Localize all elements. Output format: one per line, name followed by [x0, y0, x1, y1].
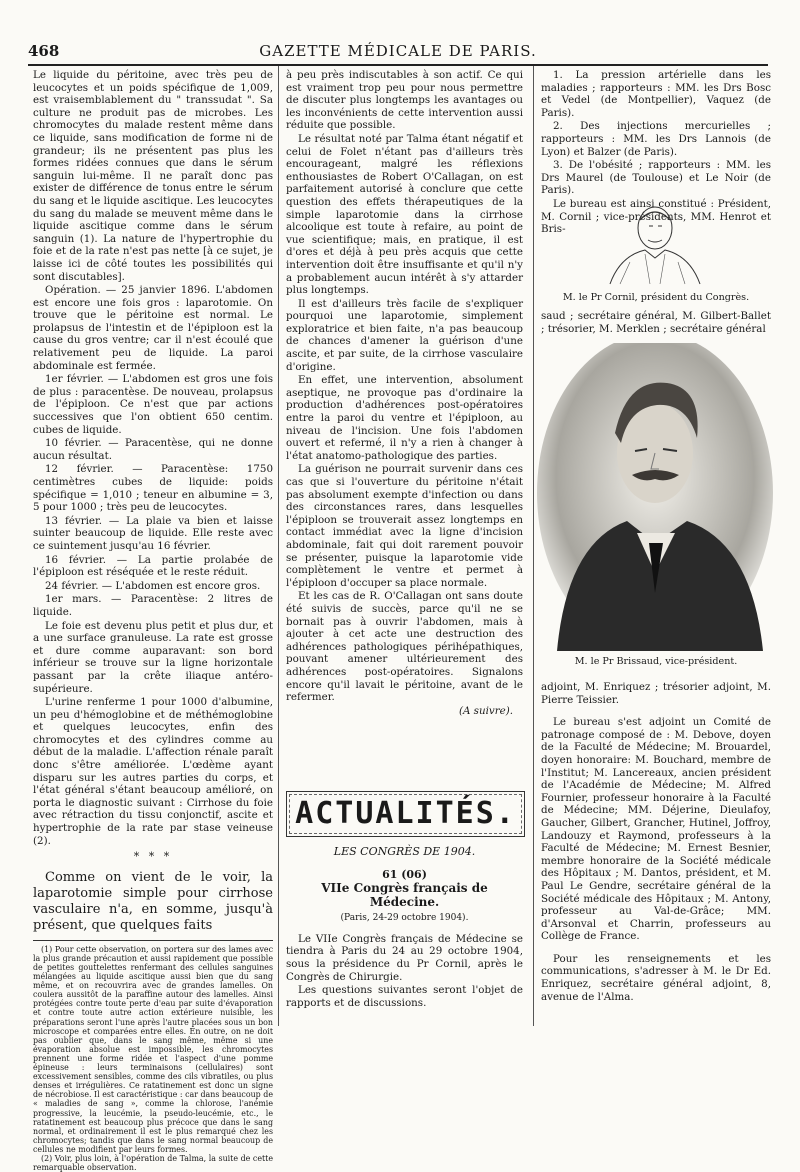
paragraph: En effet, une intervention, absolument aseptique, ne provoque pas d'ordinaire la production d'adhérences post-opératoires entre la paroi du ventre et l'épiploon, au niveau de l'incision. Une fois l'abdomen ouvert et refermé, il n'y a rien à changer à l'état anatomo-pathologique des parties. [286, 374, 523, 462]
column-3-mid [541, 310, 771, 336]
paragraph: Il est d'ailleurs très facile de s'expliquer pourquoi une laparotomie, simplement exploratrice et bien faite, n'a pas beaucoup de chances d'amener la guérison d'une ascite, et par suite, de la cirrhose vasculaire d'origine. [286, 297, 523, 373]
bureau-text: Le bureau est ainsi constitué : Président, M. Cornil ; vice-présidents, MM. Henrot et Bris- [541, 197, 771, 236]
footnote-1: (1) Pour cette observation, on portera sur des lames avec la plus grande précaution et aussi rapidement que possible de petites gouttelettes renfermant des cellules sanguines mélangées au liquide ascitique aussi bien que du sang même, et on recouvrira avec de grandes lamelles. On coulera aussitôt de la paraffine autour des lamelles. Ainsi protégées contre toute perte d'eau par suite d'évaporation et contre toute autre action extérieure nuisible, les préparations seront l'une après l'autre placées sous un bon microscope et comparées entre elles. En outre, on ne doit pas oublier que, dans le sang même, même si une évaporation absolue est impossible, les chromocytes prennent une forme ridée et l'aspect d'une pomme épineuse : leurs terminaisons (cellulaires) sont excessivement sensibles, comme des cils vibratiles, ou plus denses et irrégulières. Ce ratatinement est donc un signe de nécrobiose. Il est caractéristique : car dans beaucoup de « maladies de sang », comme la chlorose, l'anémie progressive, la leucémie, la pseudo-leucémie, etc., le ratatinement est beaucoup plus précoce que dans le sang normal, et ordinairement il est le plus remarqué chez les chromocytes; tandis que dans le sang normal beaucoup de cellules ne modifient par leurs formes. [33, 944, 273, 1154]
column-2-top [286, 69, 523, 717]
paragraph: Pour les renseignements et les communications, s'adresser à M. le Dr Ed. Enriquez, secrétaire général adjoint, 8, avenue de l'Alma. [541, 952, 771, 1003]
congress-dates: (Paris, 24-29 octobre 1904). [340, 913, 469, 924]
paragraph: 13 février. — La plaie va bien et laisse suinter beaucoup de liquide. Elle reste avec ce suintement jusqu'au 16 février. [33, 514, 273, 552]
paragraph: L'urine renferme 1 pour 1000 d'albumine, un peu d'hémoglobine et de méthémoglobine et quelques leucocytes, enfin des chromocytes et des cylindres comme au début de la maladie. L'affection rénale paraît donc s'être améliorée. L'œdème ayant disparu sur les autres parties du corps, et l'état général s'étant beaucoup amélioré, on porta le diagnostic suivant : Cirrhose du foie avec rétraction du tissu conjonctif, ascite et hypertrophie de la rate par stase veineuse (2). [33, 696, 273, 847]
paragraph: 1er février. — L'abdomen est gros une fois de plus : paracentèse. De nouveau, prolapsus de l'épiploon. Ce n'est que par actions successives que l'on obtient 650 centim. cubes de liquide. [33, 373, 273, 436]
congress-title: VIIe Congrès français de Médecine. [321, 881, 488, 910]
section-stars: * * * [133, 850, 173, 864]
portrait-cornil [600, 196, 710, 286]
question-2: 2. Des injections mercurielles ; rapporteurs : MM. les Drs Lannois (de Lyon) et Balzer (de Paris). [541, 120, 771, 158]
paragraph: 1er mars. — Paracentèse: 2 litres de liquide. [33, 593, 273, 618]
header-rule [28, 64, 768, 66]
paragraph: Opération. — 25 janvier 1896. L'abdomen est encore une fois gros : laparotomie. On trouve que le péritoine est normal. Le prolapsus de l'intestin et de l'épiploon est la cause du gros ventre; car il n'est écoulé que relativement peu de liquide. La paroi abdominale est fermée. [33, 284, 273, 372]
paragraph: Le foie est devenu plus petit et plus dur, et a une surface granuleuse. La rate est grosse et dure comme auparavant: son bord inférieur se trouve sur la ligne horizontale passant par la crête iliaque antéro-supérieure. [33, 619, 273, 695]
congres-heading: LES CONGRÈS DE 1904. [333, 845, 476, 858]
column-3-bottom [541, 681, 771, 1004]
paragraph: Et les cas de R. O'Callagan ont sans doute été suivis de succès, parce qu'il ne se bornait pas à ouvrir l'abdomen, mais à ajouter à cet acte une destruction des adhérences pathologiques périhépathiques, pouvant amener ultérieurement des adhérences post-opératoires. Signalons encore qu'il lavait le péritoine, avant de le refermer. [286, 590, 523, 704]
journal-title: GAZETTE MÉDICALE DE PARIS. [259, 42, 537, 60]
column-divider-2 [533, 66, 534, 1026]
column-divider-1 [278, 66, 279, 1026]
actualites-banner [286, 791, 525, 837]
paragraph: Le VIIe Congrès français de Médecine se tiendra à Paris du 24 au 29 octobre 1904, sous la présidence du Pr Cornil, après le Congrès de Chirurgie. [286, 932, 523, 983]
paragraph: 10 février. — Paracentèse, qui ne donne aucun résultat. [33, 437, 273, 462]
paragraph: Le liquide du péritoine, avec très peu de leucocytes et un poids spécifique de 1,009, est vraisemblablement du " transsudat ". Sa culture ne produit pas de microbes. Les chromocytes du malade restent même dans ce liquide, sans modification de forme ni de grandeur; ils ne présentent pas plus les formes ridées connues que dans le sérum sanguin lui-même. Il ne paraît donc pas exister de différence de tonus entre le sérum du sang et le liquide ascitique. Les leucocytes du sang du malade se meuvent même dans le liquide ascitique comme dans le sérum sanguin (1). La nature de l'hypertrophie du foie et de la rate n'est pas nette [à ce sujet, je laisse ici de côté toutes les possibilités qui sont discutables]. [33, 69, 273, 283]
column-2-bottom [286, 846, 523, 1010]
a-suivre: (A suivre). [458, 704, 513, 717]
page-header [28, 42, 768, 62]
paragraph: Le bureau s'est adjoint un Comité de patronage composé de : M. Debove, doyen de la Faculté de Médecine; M. Brouardel, doyen honoraire: M. Bouchard, membre de l'Institut; M. Lancereaux, ancien président de l'Académie de Médecine; M. Alfred Fournier, professeur honoraire à la Faculté de Médecine; MM. Déjerine, Dieulafoy, Gaucher, Gilbert, Grancher, Hutinel, Joffroy, Landouzy et Raymond, professeurs à la Faculté de Médecine; M. Ernest Besnier, membre honoraire de la Société médicale des Hôpitaux ; M. Dantos, président, et M. Paul Le Gendre, secrétaire général de la Société médicale des Hôpitaux ; M. Antony, professeur au Val-de-Grâce; MM. d'Arsonval et Charrin, professeurs au Collège de France. [541, 716, 771, 943]
column-1 [33, 69, 273, 1172]
page-number: 468 [28, 42, 60, 60]
footnotes [33, 945, 273, 1172]
paragraph: Les questions suivantes seront l'objet de rapports et de discussions. [286, 984, 523, 1009]
caption-cornil: M. le Pr Cornil, président du Congrès. [562, 292, 750, 303]
large-paragraph: Comme on vient de le voir, la laparotomie simple pour cirrhose vasculaire n'a, en somme, jusqu'à présent, que quelques faits [33, 869, 273, 933]
paragraph: 16 février. — La partie prolabée de l'épiploon est réséquée et le reste réduit. [33, 553, 273, 579]
paragraph: 24 février. — L'abdomen est encore gros. [45, 579, 261, 592]
paragraph: 12 février. — Paracentèse: 1750 centimètres cubes de liquide: poids spécifique = 1,010 ; teneur en albumine = 3, 5 pour 1000 ; très peu de leucocytes. [33, 463, 273, 514]
paragraph: adjoint, M. Enriquez ; trésorier adjoint, M. Pierre Teissier. [541, 681, 771, 706]
actualites-title: ACTUALITÉS. [289, 794, 522, 834]
section-code: 61 (06) [382, 867, 427, 881]
question-1: 1. La pression artérielle dans les maladies ; rapporteurs : MM. les Drs Bosc et Vedel (de Montpellier), Vaquez (de Paris). [541, 69, 771, 119]
paragraph: saud ; secrétaire général, M. Gilbert-Ballet ; trésorier, M. Merklen ; secrétaire général [541, 310, 771, 335]
caption-brissaud: M. le Pr Brissaud, vice-président. [574, 656, 738, 667]
footnote-2: (2) Voir, plus loin, à l'opération de Talma, la suite de cette remarquable observation. [33, 1153, 273, 1172]
question-3: 3. De l'obésité ; rapporteurs : MM. les Drs Maurel (de Toulouse) et Le Noir (de Paris). [541, 159, 771, 197]
paragraph: à peu près indiscutables à son actif. Ce qui est vraiment trop peu pour nous permettre de discuter plus longtemps les avantages ou les inconvénients de cette intervention aussi réduite que possible. [286, 69, 523, 132]
paragraph: Le résultat noté par Talma étant négatif et celui de Folet n'étant pas d'ailleurs très encourageant, malgré les réflexions enthousiastes de Robert O'Callagan, on est parfaitement autorisé à conclure que cette question des effets thérapeutiques de la simple laparotomie dans la cirrhose alcoolique est toute à refaire, au point de vue scientifique; mais, en pratique, il est d'ores et déjà à peu près acquis que cette intervention doit être insuffisante et qu'il n'y a probablement aucun intérêt à s'y attarder plus longtemps. [286, 132, 523, 297]
portrait-brissaud [537, 343, 773, 651]
footnote-rule [33, 940, 273, 941]
paragraph: La guérison ne pourrait survenir dans ces cas que si l'ouverture du péritoine n'était pas absolument exempte d'infection ou dans des circonstances rares, dans lesquelles l'épiploon se trouverait assez longtemps en contact immédiat avec la ligne d'incision abdominale, fait qui doit rarement pouvoir se présenter, puisque la laparotomie vide complètement le ventre et permet à l'épiploon d'occuper sa place normale. [286, 463, 523, 589]
